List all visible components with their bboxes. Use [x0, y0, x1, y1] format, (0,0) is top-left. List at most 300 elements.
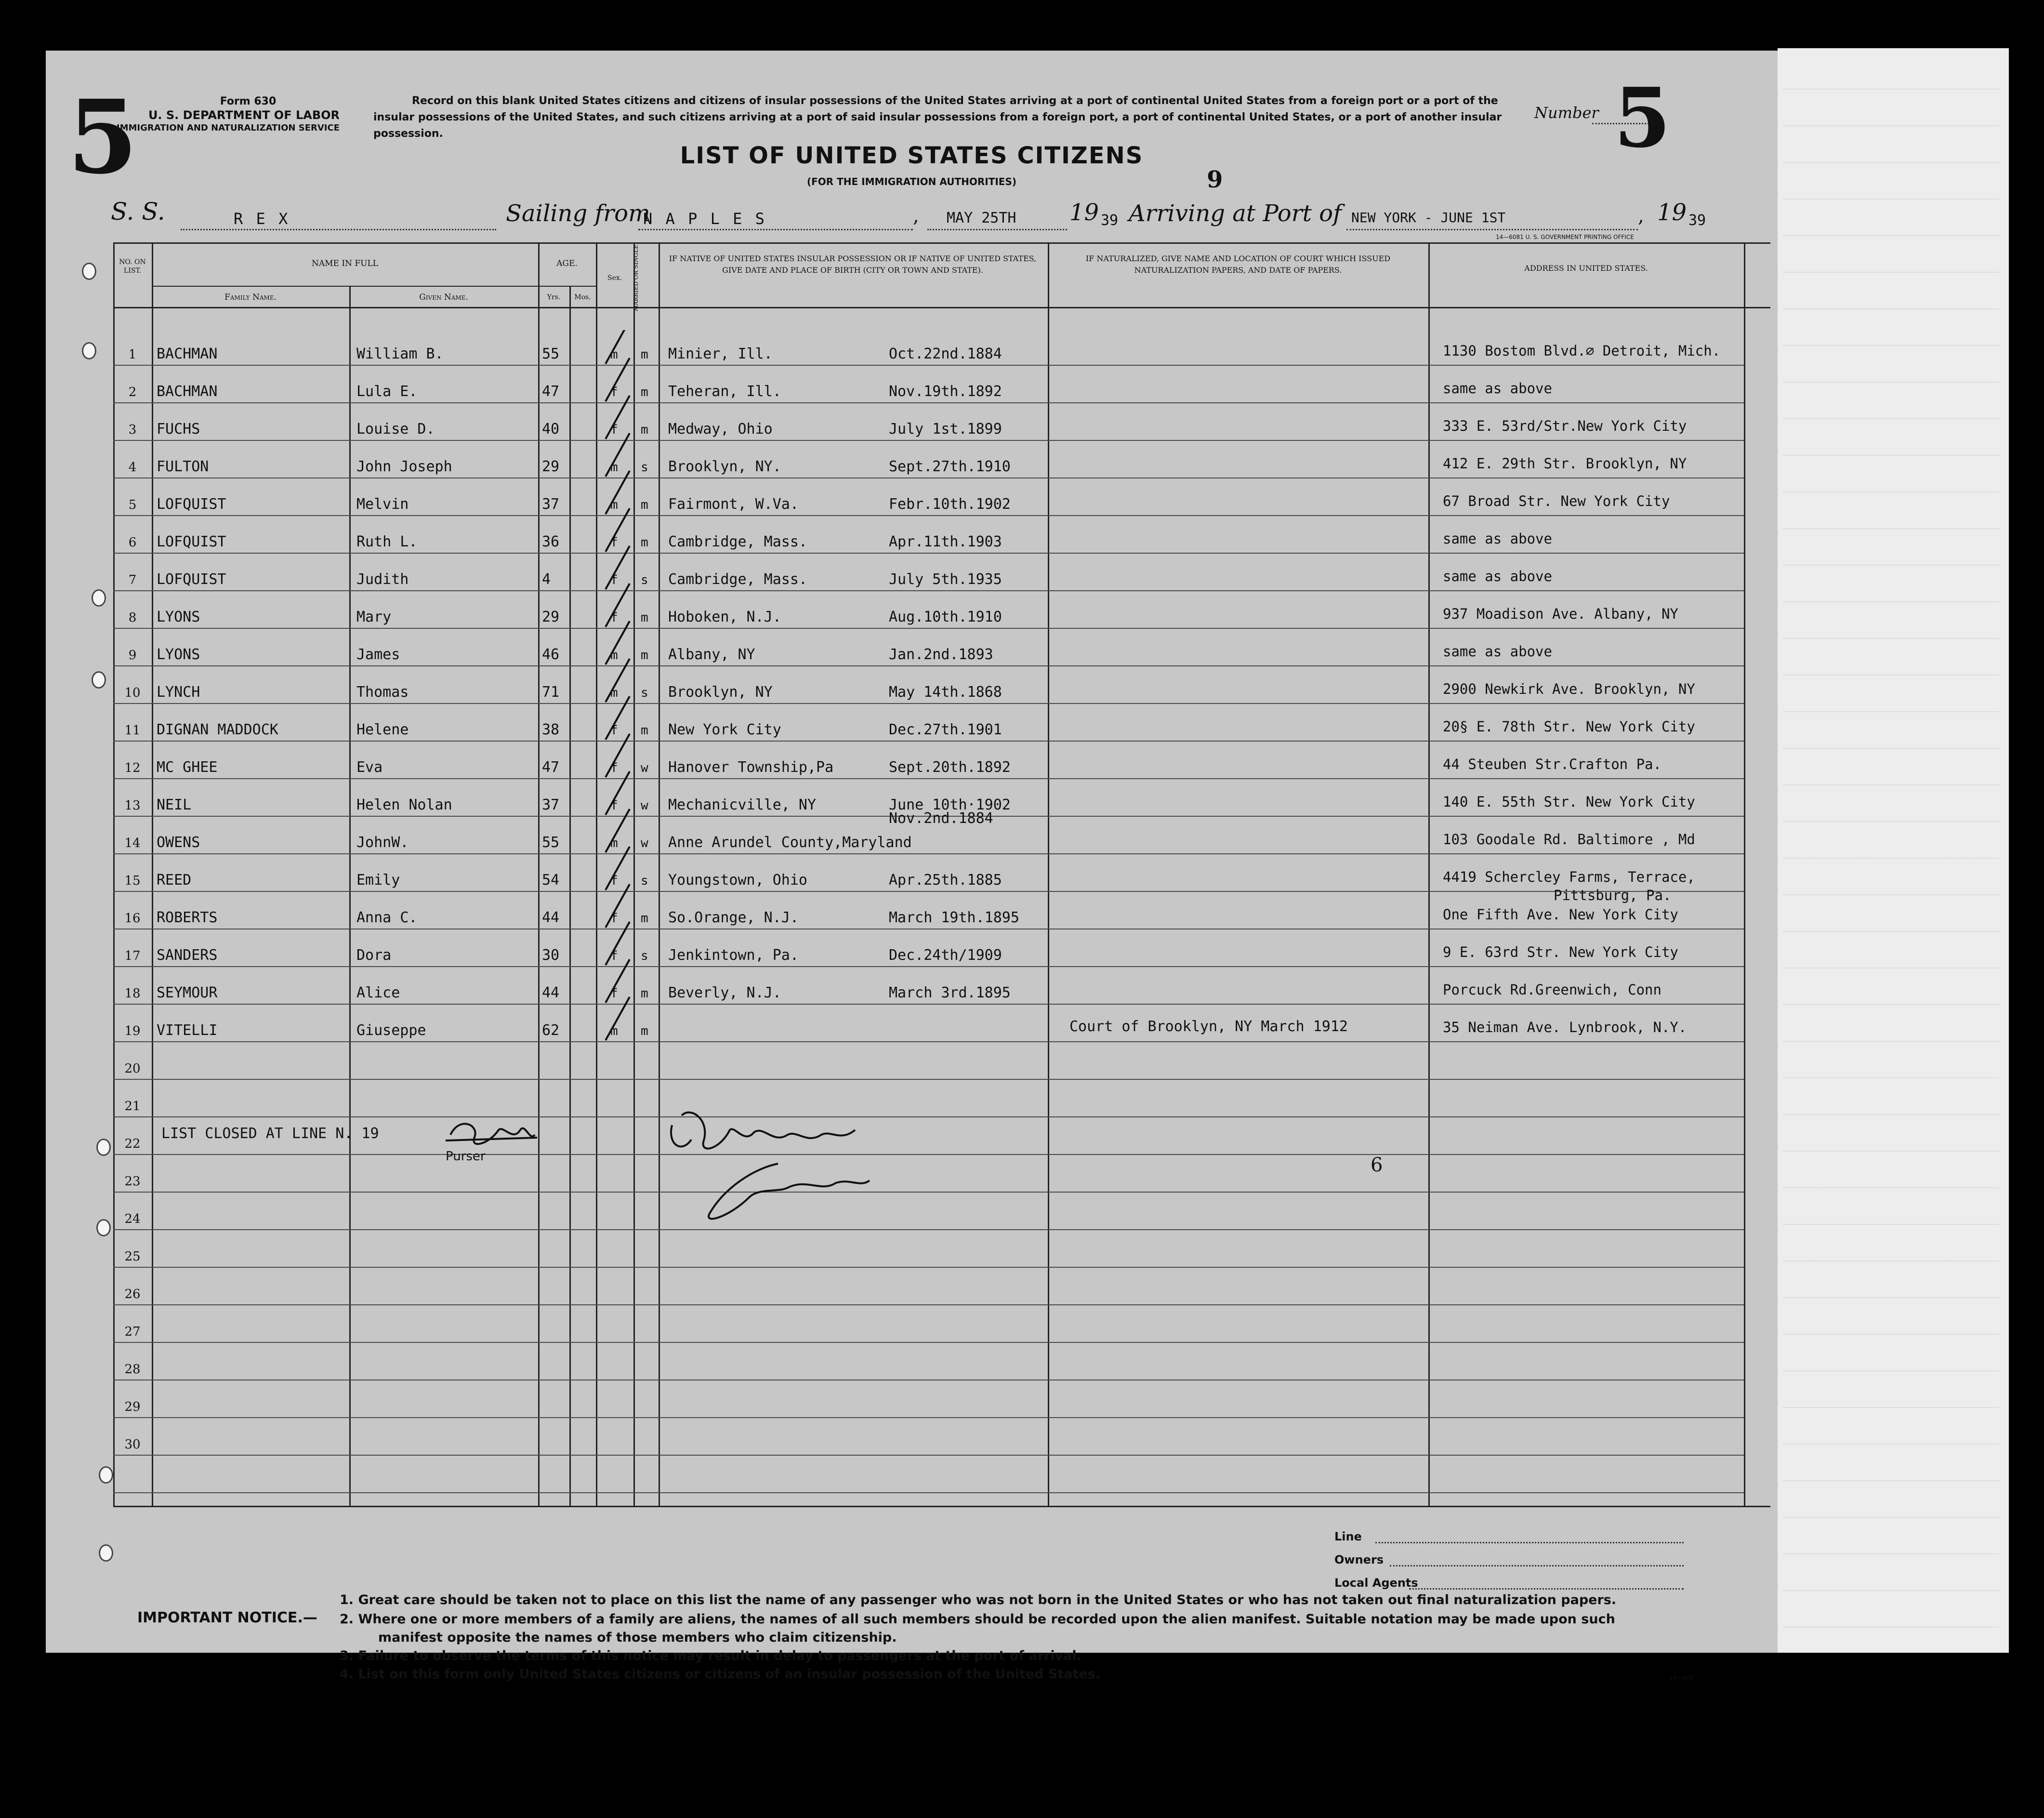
column-divider [538, 242, 540, 1507]
row-rule [113, 703, 1744, 704]
row-number: 2 [128, 385, 137, 399]
address: 35 Neiman Ave. Lynbrook, N.Y. [1443, 1019, 1687, 1035]
underlying-page-lines [1782, 53, 1999, 1643]
notice-2-cont: manifest opposite the names of those members who claim citizenship. [378, 1630, 897, 1645]
service-name: IMMIGRATION AND NATURALIZATION SERVICE [116, 123, 340, 133]
notice-1: 1. Great care should be taken not to place on this list the name of any passenger who was not born in the United States or who has not taken out final naturalization papers. [340, 1592, 1617, 1607]
given-name: William B. [356, 345, 444, 362]
given-name: Louise D. [356, 421, 435, 438]
marital-status: s [641, 573, 648, 587]
birth-place: Minier, Ill. [668, 345, 773, 362]
punch-hole [82, 263, 96, 280]
manifest-sheet: 5 Form 630 U. S. DEPARTMENT OF LABOR IMMIGRATION AND NATURALIZATION SERVICE Record on this blank United States citizens and citizens of insular possessions of the United States arriving at a port of continental United States from a foreign port or a port of the insular possessions of the United States, and such citizens arriving at a port of said insular possessions from a foreign port, a port of continental United States, or a port of another insular possession. Number 5 LIST OF UNITED STATES CITIZENS (FOR THE IMMIGRATION AUTHORITIES) 9 S. S. R E X Sailing from N A P L E S , MAY 25TH 19 39 Arriving at Port of NEW YORK - JUNE 1ST , 19 39 14—6081 U. S. GOVERNMENT PRINTING OFFICE NO. ON LIST. NAME IN FULL Family Name. Given Name. AGE. Yrs. Mos. Sex. MARRIED OR SINGLE IF NATIVE OF UNITED STATES INSULAR POSSESSION OR IF NATIVE OF UNITED STATES, GIVE DATE AND PLACE OF BIRTH (CITY OR TOWN AND STATE). IF NATURALIZED, GIVE NAME AND LOCATION OF COURT WHICH ISSUED NATURALIZATION PAPERS, AND DATE OF PAPERS. ADDRESS IN UNITED STATES. 1 BACHMAN William B. 55 m m Minier, Ill. Oct.22nd.1884 1130 Bostom Blvd.∅ Detroit, Mich. 2 BACHMAN Lula E. 47 f m Teheran, Ill. Nov.19th.1892 same as above 3 FUCHS Louise D. 40 f m Medway, Ohio July 1st.1899 333 E. 53rd/Str.New York City 4 FULTON John Joseph 29 m s Brooklyn, NY. Sept.27th.1910 412 E. 29th Str. Brooklyn, NY 5 LOFQUIST Melvin 37 m m Fairmont, W.Va. Febr.10th.1902 67 Broad Str. New York City 6 LOFQUIST Ruth L. 36 f m Cambridge, Mass. Apr.11th.1903 same as above 7 LOFQUIST Judith 4 f s Cambridge, Mass. July 5th.1935 same as above 8 LYONS Mary 29 f m Hoboken, N.J. Aug.10th.1910 937 Moadison Ave. Albany, NY 9 LYONS James 46 m m Albany, NY Jan.2nd.1893 same as above 10 LYNCH Thomas 71 m s Brooklyn, NY May 14th.1868 2900 Newkirk Ave. Brooklyn, NY 11 DIGNAN MADDOCK Helene 38 f m New York City Dec.27th.1901 20§ E. 78th Str. New York City 12 MC GHEE Eva 47 f w Hanover Township,Pa Sept.20th.1892 44 Steuben Str.Crafton Pa. 13 NEIL Helen Nolan 37 f w Mechanicville, NY June 10th·1902 140 E. 55th Str. New York City 14 OWENS JohnW. 55 m w Anne Arundel County,Maryland Nov.2nd.1884 103 Goodale Rd. Baltimore , Md 15 REED Emily 54 f s Youngstown, Ohio Apr.25th.1885 4419 Schercley Farms, Terrace, Pittsburg, Pa. 16 ROBERTS Anna C. 44 f m So.Orange, N.J. March 19th.1895 One Fifth Ave. New York City 17 SANDERS Dora 30 f s Jenkintown, Pa. Dec.24th/1909 9 E. 63rd Str. New York City 18 SEYMOUR Alice 44 f m Beverly, N.J. March 3rd.1895 Porcuck Rd.Greenwich, Conn 19 VITELLI Giuseppe 62 m m Court of Brooklyn, NY March 1912 35 Neiman Ave. Lynbrook, N.Y. 20 21 22 23 24 25 26 27 28 29 30 LIST CLOSED AT LINE N. 19 Purser 6 Line Owners Local Agents IMPORTANT NOTICE.— 1. Great care should be taken not to place on this list the name of any passenger who was not born in the United States or who has not taken out final naturalization papers. 2. Where one or more members of a family are aliens, the names of all such members should be recorded upon the alien manifest. Suitable notation may be made upon such manifest opposite the names of those members who claim citizenship. 3. Failure to observe the terms of this notice may result in delay to passengers at the port of arrival. 4. List on this form only United States citizens or citizens of an insular possession of the United States. 14—608 [46, 51, 1778, 1653]
address: 937 Moadison Ave. Albany, NY [1443, 606, 1678, 622]
family-name: FULTON [157, 458, 209, 475]
birth-date: Nov.19th.1892 [889, 383, 1002, 400]
sex: m [610, 347, 618, 362]
form-code: 14—608 [1669, 1674, 1694, 1681]
tick-mark [606, 433, 630, 477]
row-rule [113, 1154, 1744, 1155]
line-number: 23 [124, 1174, 141, 1189]
page-note: 9 [1207, 166, 1223, 193]
row-number: 11 [124, 723, 141, 738]
age-years: 38 [542, 721, 560, 738]
line-number: 24 [124, 1212, 141, 1226]
birth-place: Cambridge, Mass. [668, 571, 807, 588]
stamp-number: 6 [1371, 1154, 1383, 1176]
birth-date: June 10th·1902 [889, 796, 1011, 813]
marital-status: m [641, 648, 648, 663]
family-name: LOFQUIST [157, 496, 226, 513]
row-rule [113, 402, 1744, 403]
family-name: LYNCH [157, 684, 200, 701]
line-number: 25 [124, 1249, 141, 1264]
address: 67 Broad Str. New York City [1443, 493, 1670, 509]
family-name: LYONS [157, 609, 200, 625]
birth-date: July 5th.1935 [889, 571, 1002, 588]
row-rule [113, 1116, 1744, 1117]
printer-mark: 14—6081 U. S. GOVERNMENT PRINTING OFFICE [1496, 234, 1634, 240]
tick-mark [606, 734, 630, 777]
punch-hole [96, 1139, 111, 1156]
marital-status: m [641, 986, 648, 1001]
family-name: REED [157, 872, 192, 889]
header-family-name: Family Name. [224, 292, 277, 302]
corner-number: 5 [67, 78, 138, 197]
age-years: 36 [542, 533, 560, 550]
given-name: John Joseph [356, 458, 452, 475]
given-name: Ruth L. [356, 533, 418, 550]
birth-place: So.Orange, N.J. [668, 909, 799, 926]
address: 333 E. 53rd/Str.New York City [1443, 418, 1687, 434]
age-years: 30 [542, 947, 560, 964]
sex: f [610, 385, 618, 399]
row-rule [113, 1041, 1744, 1042]
age-years: 46 [542, 646, 560, 663]
tick-mark [606, 771, 630, 815]
table-bottom-border [113, 1506, 1770, 1507]
family-name: VITELLI [157, 1022, 218, 1039]
birth-date: Febr.10th.1902 [889, 496, 1011, 513]
age-years: 47 [542, 759, 560, 776]
birth-place: Hanover Township,Pa [668, 759, 834, 776]
row-number: 10 [124, 686, 141, 700]
marital-status: m [641, 347, 648, 362]
header-naturalized: IF NATURALIZED, GIVE NAME AND LOCATION OF COURT WHICH ISSUED NATURALIZATION PAPERS, AND DATE OF PAPERS. [1085, 254, 1391, 275]
marital-status: s [641, 949, 648, 963]
ss-label: S. S. [111, 198, 165, 226]
family-name: FUCHS [157, 421, 200, 438]
marital-status: m [641, 610, 648, 625]
port-from-underline [638, 229, 913, 230]
line-number: 21 [124, 1099, 141, 1114]
marital-status: w [641, 761, 648, 775]
row-rule [113, 1455, 1744, 1456]
birth-place: Brooklyn, NY. [668, 458, 781, 475]
table-top-border [113, 242, 1770, 244]
punch-hole [99, 1544, 113, 1562]
family-name: LOFQUIST [157, 571, 226, 588]
given-name: Judith [356, 571, 409, 588]
row-rule [113, 1004, 1744, 1005]
header-married-single: MARRIED OR SINGLE [633, 244, 639, 312]
naturalization-court: Court of Brooklyn, NY March 1912 [1069, 1018, 1348, 1035]
birth-date: Aug.10th.1910 [889, 609, 1002, 625]
row-rule [113, 440, 1744, 441]
tick-mark [606, 621, 630, 664]
age-years: 29 [542, 609, 560, 625]
header-age: AGE. [556, 259, 578, 268]
header-no: NO. ON LIST. [119, 258, 146, 275]
tick-mark [606, 330, 630, 364]
family-name: NEIL [157, 796, 192, 813]
row-rule [113, 628, 1744, 629]
birth-place: Hoboken, N.J. [668, 609, 781, 625]
row-number: 1 [128, 347, 137, 362]
form-number: Form 630 [220, 95, 277, 107]
row-number: 6 [128, 535, 137, 550]
row-rule [113, 966, 1744, 967]
birth-date: Dec.24th/1909 [889, 947, 1002, 964]
birth-date: Nov.2nd.1884 [889, 810, 993, 827]
age-years: 55 [542, 834, 560, 851]
row-number: 15 [124, 874, 141, 888]
birth-place: Youngstown, Ohio [668, 872, 807, 889]
row-number: 18 [124, 986, 141, 1001]
header-yrs: Yrs. [547, 293, 561, 301]
owners-label: Owners [1334, 1553, 1384, 1566]
row-rule [113, 891, 1744, 892]
birth-place: Jenkintown, Pa. [668, 947, 799, 964]
header-name-in-full: NAME IN FULL [311, 259, 379, 268]
sex: m [610, 648, 618, 663]
number-label: Number [1534, 104, 1599, 122]
birth-date: Apr.11th.1903 [889, 533, 1002, 550]
column-divider [152, 242, 153, 1507]
given-name: Dora [356, 947, 392, 964]
address-line-2: Pittsburg, Pa. [1554, 887, 1672, 903]
age-years: 29 [542, 458, 560, 475]
tick-mark [606, 659, 630, 702]
marital-status: w [641, 798, 648, 813]
family-name: BACHMAN [157, 383, 218, 400]
birth-place: Albany, NY [668, 646, 755, 663]
tick-mark [606, 471, 630, 514]
birth-place: Teheran, Ill. [668, 383, 781, 400]
birth-place: Fairmont, W.Va. [668, 496, 799, 513]
row-rule [113, 741, 1744, 742]
age-years: 44 [542, 984, 560, 1001]
sex: f [610, 874, 618, 888]
port-from: N A P L E S [643, 210, 766, 228]
birth-place: Medway, Ohio [668, 421, 773, 438]
tick-mark [606, 922, 630, 965]
age-years: 47 [542, 383, 560, 400]
marital-status: m [641, 1024, 648, 1038]
family-name: BACHMAN [157, 345, 218, 362]
given-name: Thomas [356, 684, 409, 701]
row-number: 3 [128, 423, 137, 437]
marital-status: m [641, 423, 648, 437]
document-title: LIST OF UNITED STATES CITIZENS [680, 142, 1144, 169]
family-name: SANDERS [157, 947, 218, 964]
row-rule [113, 1079, 1744, 1080]
birth-place: Beverly, N.J. [668, 984, 781, 1001]
given-name: Eva [356, 759, 383, 776]
sex: m [610, 460, 618, 475]
address: 1130 Bostom Blvd.∅ Detroit, Mich. [1443, 343, 1721, 359]
sail-year: 39 [1101, 212, 1119, 229]
punch-hole [99, 1466, 113, 1484]
document-subtitle: (FOR THE IMMIGRATION AUTHORITIES) [806, 176, 1016, 187]
agents-label: Local Agents [1334, 1576, 1418, 1590]
given-name: James [356, 646, 400, 663]
row-rule [113, 1417, 1744, 1418]
sex: m [610, 1024, 618, 1038]
agents-underline [1409, 1588, 1684, 1590]
age-years: 71 [542, 684, 560, 701]
age-years: 4 [542, 571, 551, 588]
birth-date: Sept.20th.1892 [889, 759, 1011, 776]
ship-underline [181, 229, 496, 230]
sex: m [610, 836, 618, 850]
address: 412 E. 29th Str. Brooklyn, NY [1443, 455, 1687, 472]
address: 2900 Newkirk Ave. Brooklyn, NY [1443, 681, 1695, 697]
tick-mark [606, 508, 630, 552]
tick-mark [606, 847, 630, 890]
row-rule [113, 1492, 1744, 1493]
family-name: SEYMOUR [157, 984, 218, 1001]
arrive-year-prefix: 19 [1657, 199, 1687, 226]
list-closed-text: LIST CLOSED AT LINE N. 19 [161, 1125, 379, 1142]
notice-2: 2. Where one or more members of a family are aliens, the names of all such members should be recorded upon the alien manifest. Suitable notation may be made upon such [340, 1612, 1615, 1627]
line-number: 30 [124, 1437, 141, 1452]
address: same as above [1443, 643, 1552, 660]
row-rule [113, 553, 1744, 554]
row-number: 12 [124, 761, 141, 775]
row-rule [113, 515, 1744, 516]
address: 44 Steuben Str.Crafton Pa. [1443, 756, 1662, 772]
birth-date: March 19th.1895 [889, 909, 1019, 926]
column-divider [1428, 242, 1430, 1507]
birth-place: Brooklyn, NY [668, 684, 773, 701]
address: 140 E. 55th Str. New York City [1443, 794, 1695, 810]
owners-underline [1390, 1565, 1684, 1566]
header-sex: Sex. [607, 274, 622, 282]
row-number: 4 [128, 460, 137, 475]
row-number: 8 [128, 610, 137, 625]
sex: m [610, 498, 618, 512]
given-name: Emily [356, 872, 400, 889]
tick-mark [606, 546, 630, 589]
table-header-bottom [113, 307, 1770, 308]
given-name: Alice [356, 984, 400, 1001]
punch-hole [92, 589, 106, 607]
given-name: Helene [356, 721, 409, 738]
sex: f [610, 949, 618, 963]
sex: f [610, 610, 618, 625]
family-name: MC GHEE [157, 759, 218, 776]
header-given-name: Given Name. [419, 292, 468, 302]
row-rule [113, 1192, 1744, 1193]
address: 103 Goodale Rd. Baltimore , Md [1443, 831, 1695, 848]
marital-status: s [641, 686, 648, 700]
marital-status: w [641, 836, 648, 850]
tick-mark [606, 959, 630, 1003]
row-number: 9 [128, 648, 137, 663]
header-birth: IF NATIVE OF UNITED STATES INSULAR POSSESSION OR IF NATIVE OF UNITED STATES, GIVE DATE AND PLACE OF BIRTH (CITY OR TOWN AND STATE). [669, 254, 1037, 275]
birth-place: New York City [668, 721, 781, 738]
column-divider [1048, 242, 1049, 1507]
sail-date-underline [927, 229, 1067, 230]
birth-place: Anne Arundel County,Maryland [668, 834, 912, 851]
row-number: 13 [124, 798, 141, 813]
number-value: 5 [1614, 70, 1671, 166]
age-years: 44 [542, 909, 560, 926]
line-number: 20 [124, 1062, 141, 1076]
tick-mark [606, 696, 630, 740]
marital-status: s [641, 874, 648, 888]
column-divider [349, 287, 351, 1507]
age-years: 55 [542, 345, 560, 362]
sex: f [610, 723, 618, 738]
line-underline [1375, 1542, 1684, 1543]
age-years: 62 [542, 1022, 560, 1039]
row-rule [113, 1267, 1744, 1268]
birth-date: March 3rd.1895 [889, 984, 1011, 1001]
given-name: Melvin [356, 496, 409, 513]
age-years: 37 [542, 496, 560, 513]
row-rule [113, 1304, 1744, 1305]
given-name: Giuseppe [356, 1022, 426, 1039]
birth-date: Sept.27th.1910 [889, 458, 1011, 475]
row-rule [113, 365, 1744, 366]
tick-mark [606, 584, 630, 627]
header-mos: Mos. [574, 293, 591, 301]
marital-status: m [641, 385, 648, 399]
tick-mark [606, 809, 630, 852]
notice-heading: IMPORTANT NOTICE.— [137, 1609, 317, 1626]
row-number: 7 [128, 573, 137, 587]
family-name: LYONS [157, 646, 200, 663]
given-name: Helen Nolan [356, 796, 452, 813]
address: 4419 Schercley Farms, Terrace, [1443, 869, 1695, 885]
address: 9 E. 63rd Str. New York City [1443, 944, 1678, 960]
row-rule [113, 853, 1744, 854]
sailing-label: Sailing from [506, 200, 650, 227]
birth-date: May 14th.1868 [889, 684, 1002, 701]
row-number: 16 [124, 911, 141, 926]
given-name: JohnW. [356, 834, 409, 851]
row-rule [113, 778, 1744, 779]
row-rule [113, 665, 1744, 666]
tick-marks [596, 330, 663, 1111]
birth-date: Jan.2nd.1893 [889, 646, 993, 663]
marital-status: m [641, 535, 648, 550]
birth-date: Dec.27th.1901 [889, 721, 1002, 738]
family-name: DIGNAN MADDOCK [157, 721, 278, 738]
row-number: 5 [128, 498, 137, 512]
arriving-label: Arriving at Port of [1129, 200, 1342, 227]
age-years: 37 [542, 796, 560, 813]
header-address: ADDRESS IN UNITED STATES. [1524, 264, 1648, 273]
line-label: Line [1334, 1530, 1362, 1543]
line-number: 22 [124, 1137, 141, 1151]
punch-hole [82, 342, 96, 359]
address: same as above [1443, 531, 1552, 547]
row-number: 19 [124, 1024, 141, 1038]
row-number: 17 [124, 949, 141, 963]
department-name: U. S. DEPARTMENT OF LABOR [148, 108, 340, 122]
given-name: Anna C. [356, 909, 418, 926]
port-to-underline [1346, 229, 1638, 230]
address: same as above [1443, 568, 1552, 584]
sex: m [610, 686, 618, 700]
sex: f [610, 535, 618, 550]
line-number: 29 [124, 1400, 141, 1414]
line-number: 28 [124, 1362, 141, 1377]
age-years: 40 [542, 421, 560, 438]
family-name: OWENS [157, 834, 200, 851]
line-number: 27 [124, 1325, 141, 1339]
punch-hole [92, 671, 106, 689]
row-rule [113, 1229, 1744, 1230]
marital-status: m [641, 911, 648, 926]
family-name: LOFQUIST [157, 533, 226, 550]
row-rule [113, 590, 1744, 591]
marital-status: m [641, 723, 648, 738]
sex: f [610, 761, 618, 775]
arrive-year: 39 [1688, 212, 1706, 229]
notice-3: 3. Failure to observe the terms of this notice may result in delay to passengers at the port of arrival. [340, 1648, 1081, 1663]
birth-place: Cambridge, Mass. [668, 533, 807, 550]
address: 20§ E. 78th Str. New York City [1443, 718, 1695, 735]
tick-mark [606, 396, 630, 439]
address: One Fifth Ave. New York City [1443, 906, 1678, 923]
given-name: Mary [356, 609, 392, 625]
row-rule [113, 1342, 1744, 1343]
instruction-text: Record on this blank United States citizens and citizens of insular possessions of the United States arriving at a port of continental United States from a foreign port or a port of the insular possessions of the United States, and such citizens arriving at a port of said insular possessions from a foreign port, a port of continental United States, or a port of another insular possession. [373, 95, 1502, 140]
marital-status: m [641, 498, 648, 512]
address: Porcuck Rd.Greenwich, Conn [1443, 982, 1662, 998]
family-name: ROBERTS [157, 909, 218, 926]
punch-hole [96, 1219, 111, 1236]
birth-date: July 1st.1899 [889, 421, 1002, 438]
birth-place: Mechanicville, NY [668, 796, 817, 813]
port-to: NEW YORK - JUNE 1ST [1351, 210, 1506, 226]
column-divider [569, 287, 571, 1507]
tick-mark [606, 884, 630, 928]
purser-label: Purser [446, 1149, 486, 1164]
birth-date: Apr.25th.1885 [889, 872, 1002, 889]
given-name: Lula E. [356, 383, 418, 400]
sex: f [610, 911, 618, 926]
name-subheader-line [152, 286, 596, 287]
marital-status: s [641, 460, 648, 475]
birth-date: Oct.22nd.1884 [889, 345, 1002, 362]
sex: f [610, 986, 618, 1001]
signatures [441, 1096, 874, 1226]
tick-mark [606, 997, 630, 1040]
notice-4: 4. List on this form only United States citizens or citizens of an insular possession of the United States. [340, 1667, 1101, 1682]
sail-year-prefix: 19 [1069, 199, 1099, 226]
address: same as above [1443, 380, 1552, 397]
age-years: 54 [542, 872, 560, 889]
column-divider [1744, 242, 1745, 1507]
sail-date: MAY 25TH [947, 210, 1016, 226]
sex: f [610, 423, 618, 437]
row-number: 14 [124, 836, 141, 850]
